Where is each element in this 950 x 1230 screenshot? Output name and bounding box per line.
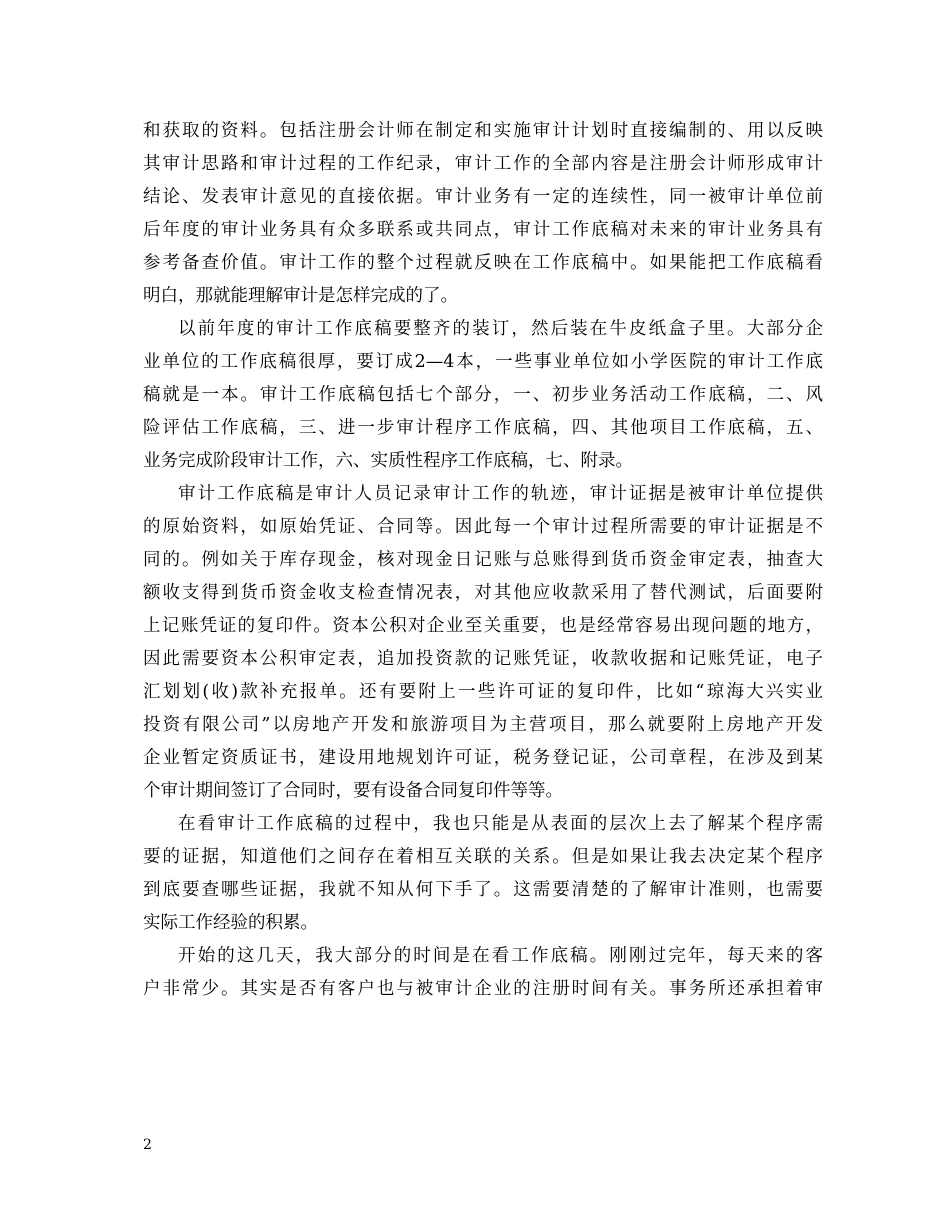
paragraph-line: 额收支得到货币资金收支检查情况表，对其他应收款采用了替代测试，后面要附 xyxy=(143,583,823,603)
paragraph-line: 和获取的资料。包括注册会计师在制定和实施审计计划时直接编制的、用以反映 xyxy=(143,121,823,141)
paragraph-line: 在看审计工作底稿的过程中，我也只能是从表面的层次上去了解某个程序需 xyxy=(178,814,823,834)
body-text xyxy=(143,115,823,1006)
paragraph xyxy=(143,115,823,313)
paragraph-line: 业单位的工作底稿很厚，要订成2—4本，一些事业单位如小学医院的审计工作底 xyxy=(143,352,823,372)
paragraph-line: 险评估工作底稿，三、进一步审计程序工作底稿，四、其他项目工作底稿，五、 xyxy=(143,418,823,438)
paragraph-line: 汇划划(收)款补充报单。还有要附上一些许可证的复印件，比如“琼海大兴实业 xyxy=(143,682,823,702)
paragraph-line: 结论、发表审计意见的直接依据。审计业务有一定的连续性，同一被审计单位前 xyxy=(143,187,823,207)
paragraph-line: 实际工作经验的积累。 xyxy=(143,913,318,933)
paragraph-line: 其审计思路和审计过程的工作纪录，审计工作的全部内容是注册会计师形成审计 xyxy=(143,154,823,174)
paragraph-line: 开始的这几天，我大部分的时间是在看工作底稿。刚刚过完年，每天来的客 xyxy=(178,946,823,966)
paragraph-line: 因此需要资本公积审定表，追加投资款的记账凭证，收款收据和记账凭证，电子 xyxy=(143,649,823,669)
paragraph-line: 审计工作底稿是审计人员记录审计工作的轨迹，审计证据是被审计单位提供 xyxy=(178,484,823,504)
paragraph-line: 要的证据，知道他们之间存在着相互关联的关系。但是如果让我去决定某个程序 xyxy=(143,847,823,867)
paragraph-line: 明白，那就能理解审计是怎样完成的了。 xyxy=(143,286,458,306)
paragraph-line: 企业暂定资质证书，建设用地规划许可证，税务登记证，公司章程，在涉及到某 xyxy=(143,748,823,768)
paragraph xyxy=(143,808,823,940)
paragraph xyxy=(143,940,823,1006)
paragraph-line: 的原始资料，如原始凭证、合同等。因此每一个审计过程所需要的审计证据是不 xyxy=(143,517,823,537)
paragraph-line: 业务完成阶段审计工作，六、实质性程序工作底稿，七、附录。 xyxy=(143,451,633,471)
paragraph-line: 稿就是一本。审计工作底稿包括七个部分，一、初步业务活动工作底稿，二、风 xyxy=(143,385,823,405)
paragraph-line: 参考备查价值。审计工作的整个过程就反映在工作底稿中。如果能把工作底稿看 xyxy=(143,253,823,273)
paragraph-line: 个审计期间签订了合同时，要有设备合同复印件等等。 xyxy=(143,781,563,801)
paragraph-line: 以前年度的审计工作底稿要整齐的装订，然后装在牛皮纸盒子里。大部分企 xyxy=(178,319,823,339)
paragraph-line: 投资有限公司”以房地产开发和旅游项目为主营项目，那么就要附上房地产开发 xyxy=(143,715,823,735)
paragraph-line: 上记账凭证的复印件。资本公积对企业至关重要，也是经常容易出现问题的地方， xyxy=(143,616,823,636)
paragraph-line: 到底要查哪些证据，我就不知从何下手了。这需要清楚的了解审计准则，也需要 xyxy=(143,880,823,900)
paragraph xyxy=(143,313,823,478)
paragraph-line: 同的。例如关于库存现金，核对现金日记账与总账得到货币资金审定表，抽查大 xyxy=(143,550,823,570)
page-number: 2 xyxy=(143,1137,152,1153)
paragraph xyxy=(143,478,823,808)
paragraph-line: 户非常少。其实是否有客户也与被审计企业的注册时间有关。事务所还承担着审 xyxy=(143,979,823,999)
paragraph-line: 后年度的审计业务具有众多联系或共同点，审计工作底稿对未来的审计业务具有 xyxy=(143,220,823,240)
